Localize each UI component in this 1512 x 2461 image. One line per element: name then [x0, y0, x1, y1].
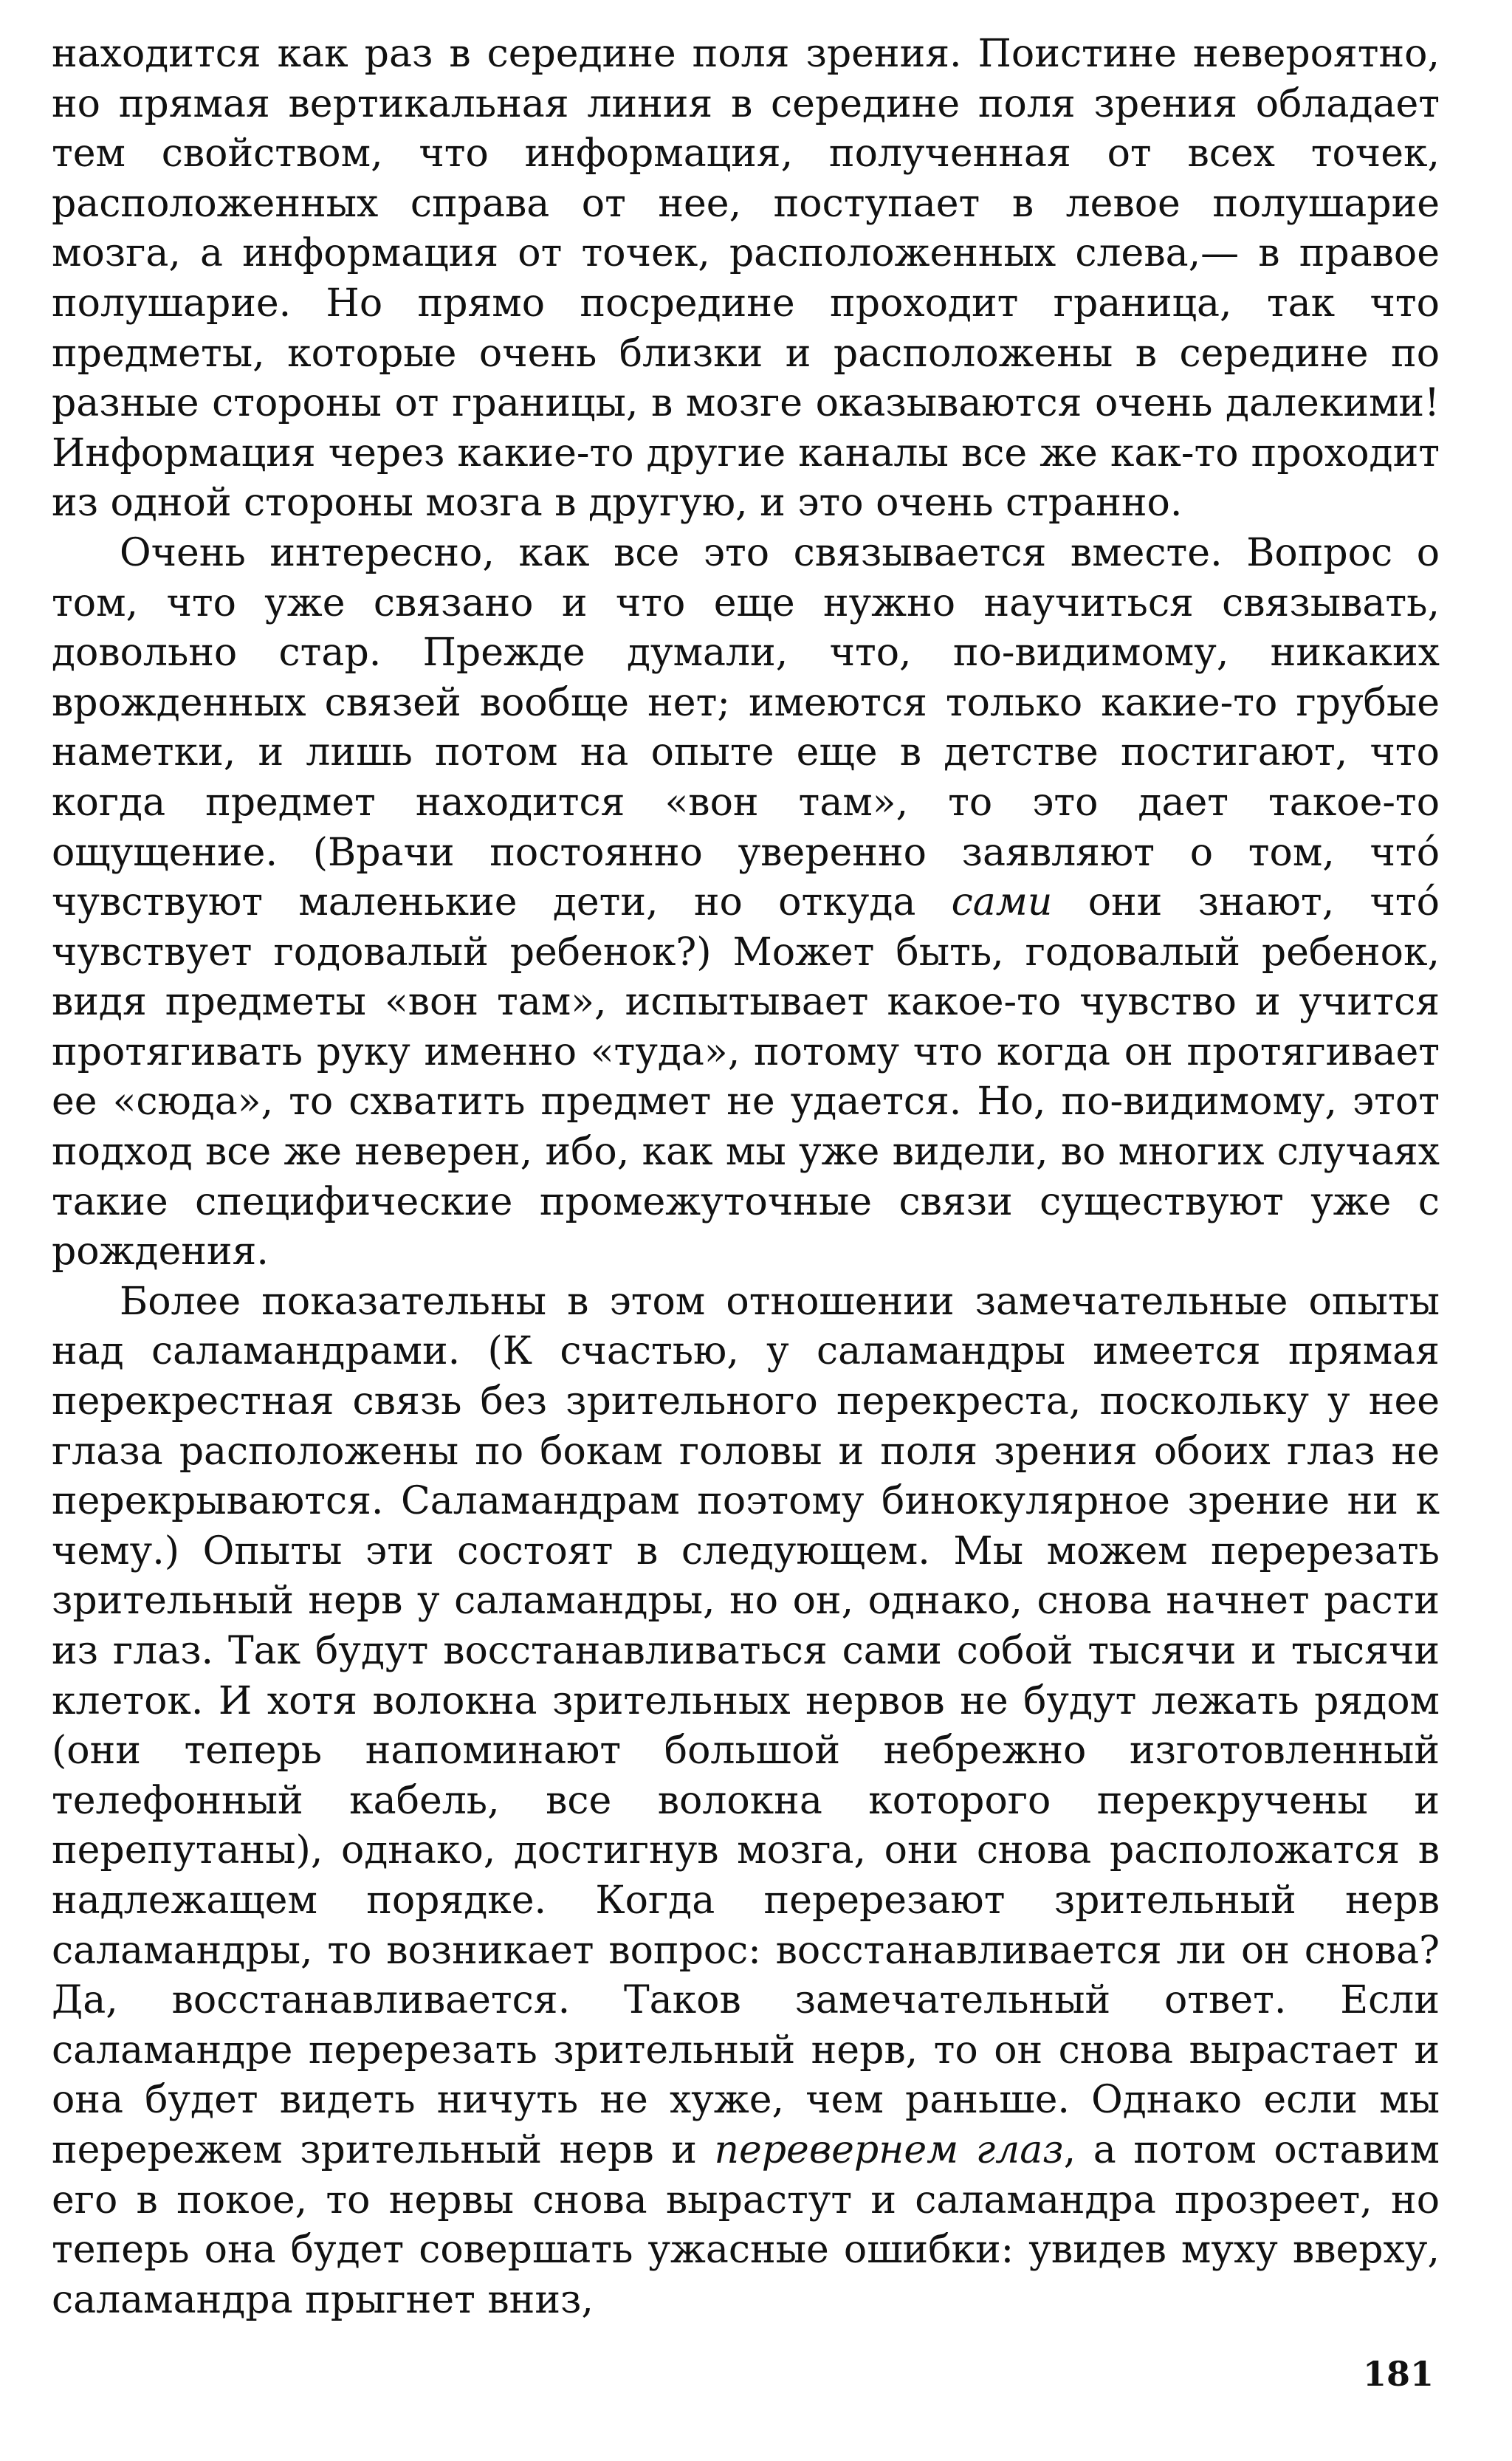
paragraph: [52, 30, 1440, 529]
paragraph-text: находится как раз в середине поля зрения. Поистине невероятно, но прямая вертикальная линия в середине поля зрения обладает тем свойством, что информация, полученная от всех точек, расположенных справа от нее, поступает в левое полушарие мозга, а информация от точек, расположенных слева,— в правое полушарие. Но прямо посредине проходит граница, так что предметы, которые очень близки и расположены в середине по разные стороны от границы, в мозге оказываются очень далекими! Информация через какие-то другие каналы все же как-то проходит из одной стороны мозга в другую, и это очень странно.: [52, 32, 1440, 526]
page-number: 181: [1362, 2354, 1434, 2394]
paragraph: [52, 529, 1440, 1277]
paragraph-text: Более показательны в этом отношении замечательные опыты над саламандрами. (К счастью, у саламандры имеется прямая перекрестная связь без зрительного перекреста, поскольку у нее глаза расположены по бокам головы и поля зрения обоих глаз не перекрываются. Саламандрам поэтому бинокулярное зрение ни к чему.) Опыты эти состоят в следующем. Мы можем перерезать зрительный нерв у саламандры, но он, однако, снова начнет расти из глаз. Так будут восстанавливаться сами собой тысячи и тысячи клеток. И хотя волокна зрительных нервов не будут лежать рядом (они теперь напоминают большой небрежно изготовленный телефонный кабель, все волокна которого перекручены и перепутаны), однако, достигнув мозга, они снова расположатся в надлежащем порядке. Когда перерезают зрительный нерв саламандры, то возникает вопрос: восстанавливается ли он снова? Да, восстанавливается. Таков замечательный ответ. Если саламандре перерезать зрительный нерв, то он снова вырастает и она будет видеть ничуть не хуже, чем раньше. Однако если мы перережем зрительный нерв и: [52, 1279, 1440, 2172]
paragraph-text: Очень интересно, как все это связывается вместе. Вопрос о том, что уже связано и что еще нужно научиться связывать, довольно стар. Прежде думали, что, по-видимому, никаких врожденных связей вообще нет; имеются только какие-то грубые наметки, и лишь потом на опыте еще в детстве постигают, что когда предмет находится «вон там», то это дает такое-то ощущение. (Врачи постоянно уверенно заявляют о том, что́ чувствуют маленькие дети, но откуда: [52, 530, 1440, 925]
paragraph-emphasis: сами: [951, 880, 1053, 925]
page-body: [52, 30, 1440, 2325]
paragraph-emphasis: перевернем глаз: [714, 2127, 1064, 2172]
paragraph-text: , а потом оставим его в покое, то нервы снова вырастут и саламандра прозреет, но теперь она будет совершать ужасные ошибки: увидев муху вверху, саламандра прыгнет вниз,: [52, 2127, 1440, 2322]
paragraph-text: они знают, что́ чувствует годовалый ребенок?) Может быть, годовалый ребенок, видя предметы «вон там», испытывает какое-то чувство и учится протягивать руку именно «туда», потому что когда он протягивает ее «сюда», то схватить предмет не удается. Но, по-видимому, этот подход все же неверен, ибо, как мы уже видели, во многих случаях такие специфические промежуточные связи существуют уже с рождения.: [52, 880, 1440, 1274]
paragraph: [52, 1277, 1440, 2325]
